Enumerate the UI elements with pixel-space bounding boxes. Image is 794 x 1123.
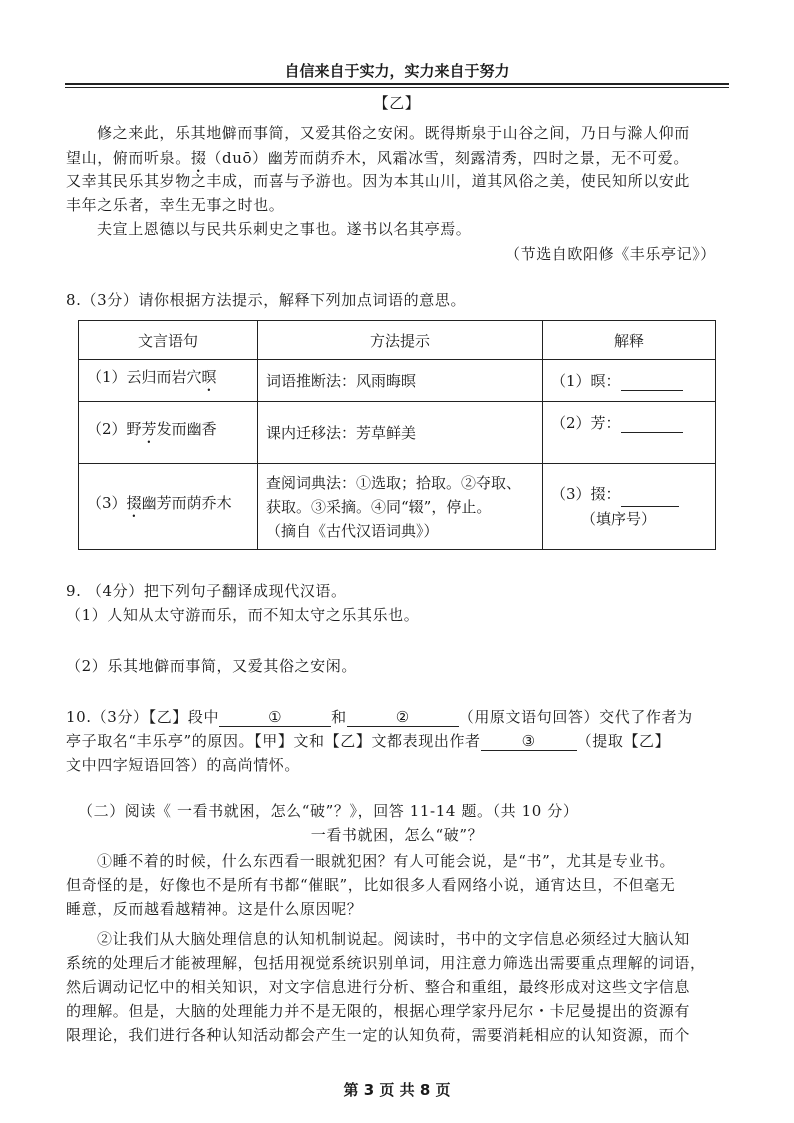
question-10-line-2: 亭子取名“丰乐亭”的原因。【甲】文和【乙】文都表现出作者 ③ （提取【乙】: [66, 732, 671, 750]
header-rule-thick: [65, 83, 729, 85]
blank-2[interactable]: ②: [347, 708, 459, 727]
answer-blank[interactable]: [621, 372, 683, 391]
page-header-motto: 自信来自于实力，实力来自于努力: [284, 62, 510, 80]
passage-line-2: 望山，俯而听泉。掇（duō）幽芳而荫乔木，风霜冰雪，刻露清秀，四时之景，无不可爱。: [66, 149, 689, 167]
blank-3[interactable]: ③: [481, 732, 577, 751]
table-header-row: [79, 321, 716, 360]
vocab-table: [78, 320, 716, 550]
paragraph-1-line: ①睡不着的时候，什么东西看一眼就犯困？有人可能会说，是“书”，尤其是专业书。: [97, 852, 676, 870]
answer-blank[interactable]: [621, 482, 679, 507]
passage-source: （节选自欧阳修《丰乐亭记》）: [505, 245, 716, 263]
table-row: [79, 464, 716, 550]
hint-cell: 词语推断法：风雨晦暝: [258, 360, 543, 402]
question-9-sentence-1: （1）人知从太守游而乐，而不知太守之乐其乐也。: [66, 606, 420, 624]
table-row: [79, 402, 716, 464]
paragraph-1-line: 但奇怪的是，好像也不是所有书都“催眠”，比如很多人看网络小说，通宵达旦，不但毫无: [66, 876, 676, 894]
sentence-cell: （1）云归而岩穴暝: [79, 360, 258, 402]
page-number: 第 3 页 共 8 页: [343, 1081, 451, 1099]
passage-line-1: 修之来此，乐其地僻而事简，又爱其俗之安闲。既得斯泉于山谷之间，乃日与滁人仰而: [97, 124, 690, 142]
section-2-intro: （二）阅读《 一看书就困，怎么“破”？》，回答 11-14 题。（共 10 分）: [78, 802, 579, 820]
header-sentence: 文言语句: [79, 321, 258, 360]
paragraph-2-line: 然后调动记忆中的相关知识，对文字信息进行分析、整合和重组，最终形成对这些文字信息: [66, 978, 691, 996]
table-row: [79, 360, 716, 402]
passage-line-4: 丰年之乐者，幸生无事之时也。: [66, 196, 285, 214]
hint-cell: 课内迁移法：芳草鲜美: [258, 402, 543, 464]
question-10-line-3: 文中四字短语回答）的高尚情怀。: [66, 756, 301, 774]
header-answer: 解释: [543, 321, 716, 360]
paragraph-2-line: 系统的处理后才能被理解，包括用视觉系统识别单词，用注意力筛选出需要重点理解的词语，: [66, 954, 706, 972]
paragraph-1-line: 睡意，反而越看越精神。这是什么原因呢？: [66, 900, 363, 918]
passage-line-3: 又幸其民乐其岁物之丰成，而喜与予游也。因为本其山川，道其风俗之美，使民知所以安此: [66, 172, 691, 190]
answer-cell: （3）掇： （填序号）: [543, 464, 716, 550]
sentence-cell: （2）野芳发而幽香: [79, 402, 258, 464]
passage-label: 【乙】: [373, 94, 421, 112]
answer-blank[interactable]: [621, 414, 683, 433]
passage-line-5: 夫宣上恩德以与民共乐刺史之事也。遂书以名其亭焉。: [97, 220, 472, 238]
question-8-stem: 8.（3分）请你根据方法提示，解释下列加点词语的意思。: [66, 291, 467, 309]
paragraph-2-line: 的理解。但是，大脑的处理能力并不是无限的，根据心理学家丹尼尔・卡尼曼提出的资源有: [66, 1002, 691, 1020]
paragraph-2-line: ②让我们从大脑处理信息的认知机制说起。阅读时，书中的文字信息必须经过大脑认知: [97, 930, 690, 948]
answer-cell: （1）暝：: [543, 360, 716, 402]
article-title: 一看书就困，怎么“破”？: [310, 826, 484, 844]
blank-1[interactable]: ①: [219, 708, 331, 727]
header-rule-thin: [65, 87, 729, 88]
paragraph-2-line: 限理论，我们进行各种认知活动都会产生一定的认知负荷，需要消耗相应的认知资源，而个: [66, 1026, 691, 1044]
answer-cell: （2）芳：: [543, 402, 716, 464]
question-10-line-1: 10.（3分）【乙】段中 ① 和 ② （用原文语句回答）交代了作者为: [66, 708, 693, 726]
question-9-stem: 9. （4分）把下列句子翻译成现代汉语。: [66, 582, 347, 600]
header-hint: 方法提示: [258, 321, 543, 360]
question-9-sentence-2: （2）乐其地僻而事简，又爱其俗之安闲。: [66, 657, 357, 675]
sentence-cell: （3）掇幽芳而荫乔木: [79, 464, 258, 550]
hint-cell: 查阅词典法：①选取；拾取。②夺取、 获取。③采摘。④同“辍”，停止。 （摘自《古代汉语词典》）: [258, 464, 543, 550]
